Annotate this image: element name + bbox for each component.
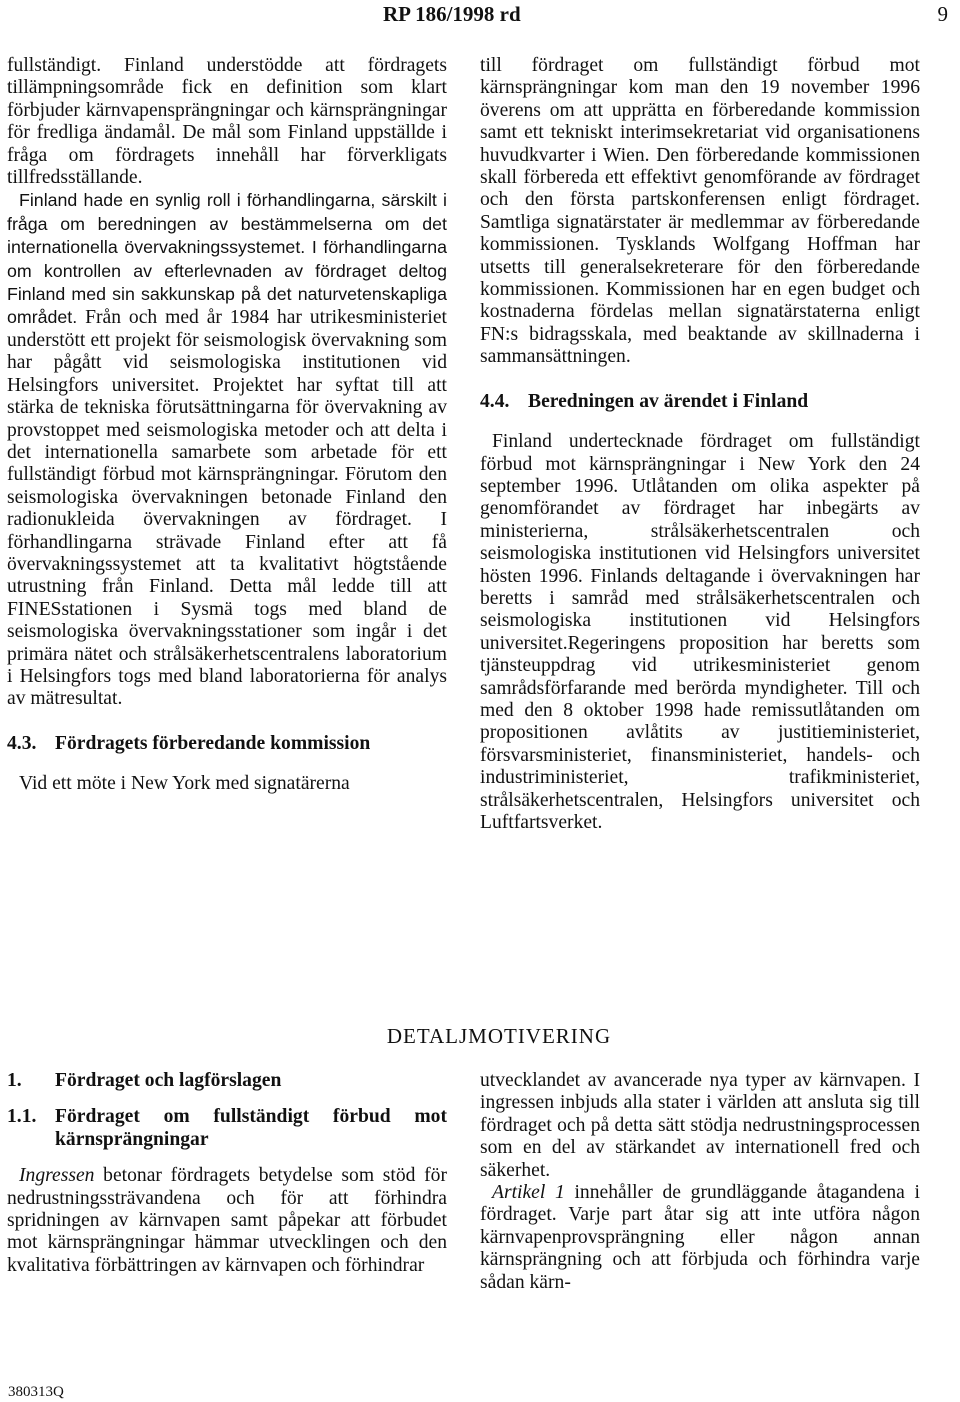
heading-4-4-text: Beredningen av ärendet i Finland	[528, 390, 809, 412]
paragraph-vid-ett-mote: Vid ett möte i New York med signatärerna	[19, 773, 350, 795]
heading-1	[7, 1070, 447, 1092]
left-column-bottom	[7, 1070, 447, 1277]
paragraph-finland-undertecknade: Finland undertecknade fördraget om fullständigt förbud mot kärnsprängningar i New York den 24 september 1996. Utlåtanden om olika aspekter på genomförandet av fördraget har inbegärts av ministerierna, strålsäkerhetscentralen och seismologiska institutionen vid Helsingfors universitet hösten 1996. Finlands deltagande i övervakningen har beretts i samråd med strålsäkerhetscentralen och seismologiska institutionen vid Helsingfors universitet.Regeringens proposition har beretts som tjänsteuppdrag vid utrikesministeriet genom samrådsförfarande med berörda myndigheter. Till och med den 8 oktober 1998 hade remissutlåtanden om propositionen avlåtits av justitieministeriet, försvarsministeriet, finansministeriet, handels- och industriministeriet, trafikministeriet, strålsäkerhetscentralen, Helsingfors universitet och Luftfartsverket.	[480, 431, 920, 833]
heading-4-3	[7, 733, 447, 755]
paragraph-artikel-1	[480, 1182, 920, 1294]
heading-1-1	[7, 1106, 447, 1151]
heading-1-1-text: Fördraget om fullständigt förbud mot kärnsprängningar	[55, 1106, 447, 1150]
section-title-detaljmotivering: DETALJMOTIVERING	[386, 1024, 612, 1048]
heading-4-3-text: Fördragets förberedande kommission	[55, 732, 371, 754]
artikel-1-text: innehåller de grundläggande åtagandena i fördraget. Varje part åtar sig att inte utföra någon kärnvapenprovsprängning eller någon annan kärnsprängning och att förbjuda och förhindra varje sådan kärn-	[480, 1182, 920, 1293]
left-column-top	[7, 55, 447, 796]
heading-4-3-number: 4.3.	[7, 732, 37, 754]
ingressen-text: betonar fördragets betydelse som stöd för nedrustningssträvandena och för att förhindra spridningen av kärnvapen samt påpekar att förbudet mot kärnsprängningar hämmar utvecklingen och den kvalitativa förbättringen av kärnvapen och förhindrar	[7, 1165, 447, 1276]
footer-document-code: 380313Q	[8, 1384, 64, 1400]
paragraph-forhandlingar-sans: Finland hade en synlig roll i förhandlingarna, särskilt i fråga om beredningen av bestämmelserna om det internationella övervakningssystemet. I förhandlingarna om kontrollen av efterlevnaden av fördraget deltog Finland med sin sakkunskap på det naturvetenskapliga området.	[7, 190, 447, 328]
paragraph-utvecklandet: utvecklandet av avancerade nya typer av kärnvapen. I ingressen inbjuds alla stater i världen att ansluta sig till fördraget och på detta sätt stödja nedrustningsprocessen som en del av stärkandet av internationell fred och säkerhet.	[480, 1070, 920, 1181]
heading-4-4-number: 4.4.	[480, 390, 510, 412]
ingressen-term: Ingressen	[19, 1165, 95, 1187]
paragraph-till-fordraget: till fördraget om fullständigt förbud mot kärnsprängningar kom man den 19 november 1996 överens om att upprätta en förberedande kommission samt ett tekniskt interimsekretariat vid organisationens huvudkvarter i Wien. Den förberedande kommissionen skall förbereda ett effektivt genomförande av fördraget och den första partskonferensen enligt fördraget. Samtliga signatärstater är medlemmar av förberedande kommissionen. Tysklands Wolfgang Hoffman har utsetts till generalsekreterare för den förberedande kommissionen. Kommissionen har en egen budget och kostnaderna fördelas mellan signatärstaterna enligt FN:s bidragsskala, med beaktande av skillnaderna i sammansättningen.	[480, 55, 920, 368]
heading-4-4	[480, 391, 920, 413]
right-column-bottom	[480, 1070, 920, 1294]
artikel-1-term: Artikel 1	[492, 1182, 565, 1204]
heading-1-1-number: 1.1.	[7, 1106, 37, 1128]
paragraph-ingressen	[7, 1165, 447, 1277]
page-header	[0, 2, 960, 32]
right-column-top	[480, 55, 920, 834]
heading-1-number: 1.	[7, 1070, 22, 1091]
page-number: 9	[937, 2, 948, 26]
heading-1-text: Fördraget och lagförslagen	[55, 1070, 282, 1091]
paragraph-fullstandigt: fullständigt. Finland understödde att fördragets tillämpningsområde fick en definition som klart förbjuder kärnvapensprängningar och kärnsprängningar för fredliga ändamål. De mål som Finland uppställde i fråga om fördragets innehåll har förverkligats tillfredsställande.	[7, 55, 447, 189]
paragraph-forhandlingar-serif: Från och med år 1984 har utrikesministeriet understött ett projekt för seismologisk övervakning som har pågått vid seismologiska institutionen vid Helsingfors universitet. Projektet har syftat till att stärka de tekniska förutsättningarna för övervakning av provstoppet med seismologiska metoder och att delta i det internationella samarbete som arbetade för ett fullständigt förbud mot kärnsprängningar. Förutom den seismologiska övervakningen betonade Finland den radionukleida övervakningen av fördraget. I förhandlingarna strävade Finland efter att få övervakningssystemet att ta kvalitativt högtstående utrustning från Finland. Detta mål ledde till att FINESstationen i Sysmä togs med bland de seismologiska övervakningsstationer som ingår i det primära nätet och strålsäkerhetscentralens laboratorium i Helsingfors togs med bland laboratorierna för analys av mätresultat.	[7, 307, 447, 710]
paragraph-forhandlingar	[7, 189, 447, 710]
document-reference: RP 186/1998 rd	[383, 2, 521, 26]
